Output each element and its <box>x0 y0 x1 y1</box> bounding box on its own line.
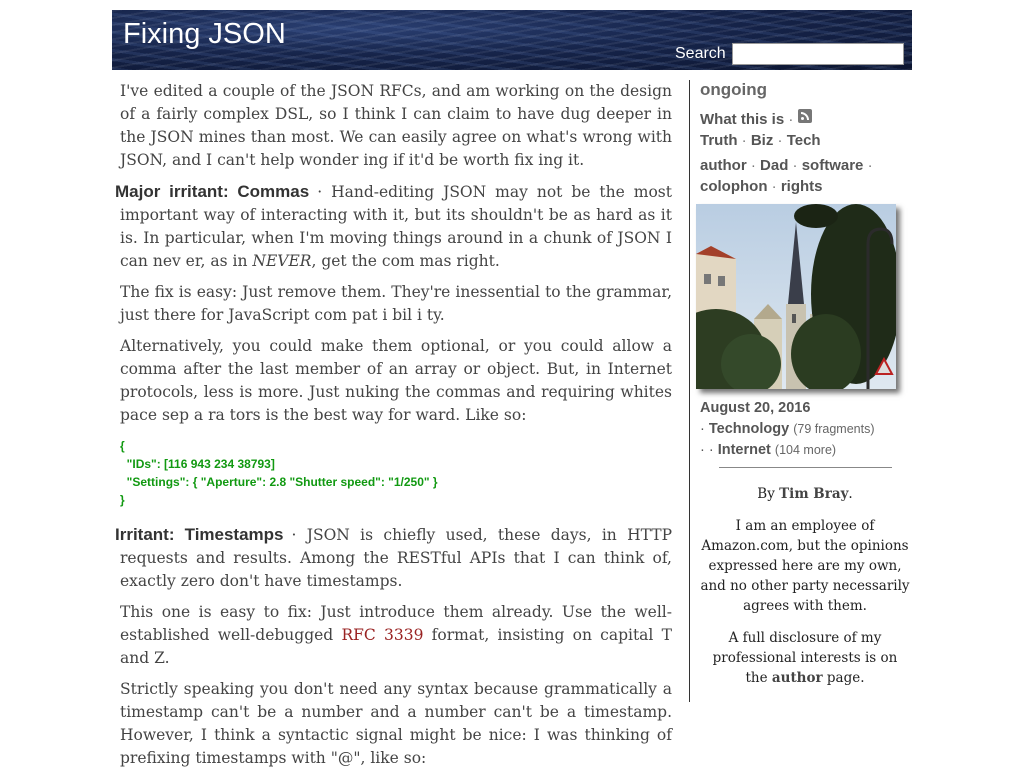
rss-feed-icon[interactable] <box>798 109 812 123</box>
timestamps-para-2-b: format, insisting on capital T and Z. <box>120 626 672 667</box>
column-divider <box>689 80 690 702</box>
separator: · <box>700 421 705 437</box>
timestamps-para-2-a: This one is easy to fix: Just introduce them already. Use the well-established well-debugged <box>120 603 672 644</box>
post-meta <box>700 398 900 461</box>
rfc-3339-link[interactable]: RFC 3339 <box>341 626 424 644</box>
section-timestamps-para-3: Strictly speaking you don't need any syntax because grammatically a timestamp can't be a number and a number can't be a timestamp. However, I think a syntactic signal might be nice: I was thinking of prefixing timestamps with "@", like so: <box>120 680 672 767</box>
category-technology-count: (79 fragments) <box>793 422 875 436</box>
church-spire-photo[interactable] <box>696 204 896 389</box>
what-this-is-link[interactable]: What this is <box>700 111 785 128</box>
software-link[interactable]: software <box>801 157 864 174</box>
colophon-link[interactable]: colophon <box>700 178 768 195</box>
separator: · <box>750 157 756 174</box>
site-title[interactable]: Fixing JSON <box>123 18 286 50</box>
section-timestamps-para-2 <box>120 601 672 670</box>
sidebar-nav <box>700 109 910 197</box>
disclosure-text-a: A full disclosure of my professional interests is on the <box>712 630 898 686</box>
separator: · <box>792 157 798 174</box>
topic-tech-link[interactable]: Tech <box>786 132 821 149</box>
section-heading-timestamps: Irritant: Timestamps <box>115 525 284 544</box>
section-commas-tail: , get the com mas right. <box>311 252 500 270</box>
section-commas-para-1 <box>115 180 672 273</box>
author-link[interactable]: author <box>700 157 747 174</box>
author-byline <box>700 484 910 700</box>
search-label: Search <box>675 45 726 62</box>
rights-link[interactable]: rights <box>780 178 823 195</box>
section-commas-para-3: Alternatively, you could make them optional, or you could allow a comma after the last member of an array or object. But, in Internet protocols, less is more. Just nuking the commas and requiring whites pace sep a ra tors is the best way for ward. Like so: <box>120 337 672 424</box>
site-header <box>112 10 912 70</box>
sidebar-row-about <box>700 109 910 130</box>
section-heading-commas: Major irritant: Commas <box>115 182 310 201</box>
sidebar-divider <box>719 467 892 468</box>
json-code-example: { "IDs": [116 943 234 38793] "Settings": { "Aperture": 2.8 "Shutter speed": "1/250" } } <box>120 439 438 507</box>
disclosure-text-b: page. <box>826 670 865 686</box>
disclosure-author-link[interactable]: author <box>771 670 823 686</box>
byline-period: . <box>848 486 853 502</box>
author-name-link[interactable]: Tim Bray <box>779 486 849 502</box>
sidebar-row-links <box>700 155 910 197</box>
post-date: August 20, 2016 <box>700 400 811 416</box>
sidebar <box>700 80 910 197</box>
separator: · <box>788 111 794 128</box>
category-technology-link[interactable]: Technology <box>708 421 790 437</box>
section-commas-para-2: The fix is easy: Just remove them. They're inessential to the grammar, just there for JavaScript com pat i bil i ty. <box>120 283 672 324</box>
disclosure-note <box>700 628 910 688</box>
article-body <box>115 80 672 768</box>
search-input[interactable] <box>732 43 904 65</box>
sidebar-row-topics <box>700 130 910 151</box>
section-timestamps-text: · JSON is chiefly used, these days, in HTTP requests and results. Among the RESTful APIs that I can think of, exactly zero don't have timestamps. <box>120 526 672 590</box>
separator: · <box>771 178 777 195</box>
sidebar-brand[interactable]: ongoing <box>700 80 768 99</box>
section-timestamps-para-1 <box>115 523 672 593</box>
category-internet-link[interactable]: Internet <box>717 442 771 458</box>
separator: · · <box>700 442 714 458</box>
byline-prefix: By <box>757 486 775 502</box>
separator: · <box>741 132 747 149</box>
separator: · <box>867 157 873 174</box>
emphasis-never: NEVER <box>252 252 312 270</box>
photo-illustration <box>696 204 896 389</box>
topic-biz-link[interactable]: Biz <box>750 132 774 149</box>
topic-truth-link[interactable]: Truth <box>700 132 738 149</box>
employment-disclaimer: I am an employee of Amazon.com, but the opinions expressed here are my own, and no other party necessarily agrees with them. <box>700 518 910 614</box>
category-internet-count: (104 more) <box>774 443 837 457</box>
intro-paragraph: I've edited a couple of the JSON RFCs, and am working on the design of a fairly complex DSL, so I think I can claim to have dug deeper in the JSON mines than most. We can easily agree on what's wrong with JSON, and I can't help wonder ing if it'd be worth fix ing it. <box>120 82 672 169</box>
separator: · <box>777 132 783 149</box>
dad-link[interactable]: Dad <box>760 157 789 174</box>
section-commas-text: · Hand-editing JSON may not be the most important way of interacting with it, but its shouldn't be as hard as it is. In particular, when I'm moving things around in a chunk of JSON I can nev er, as in <box>120 183 672 270</box>
